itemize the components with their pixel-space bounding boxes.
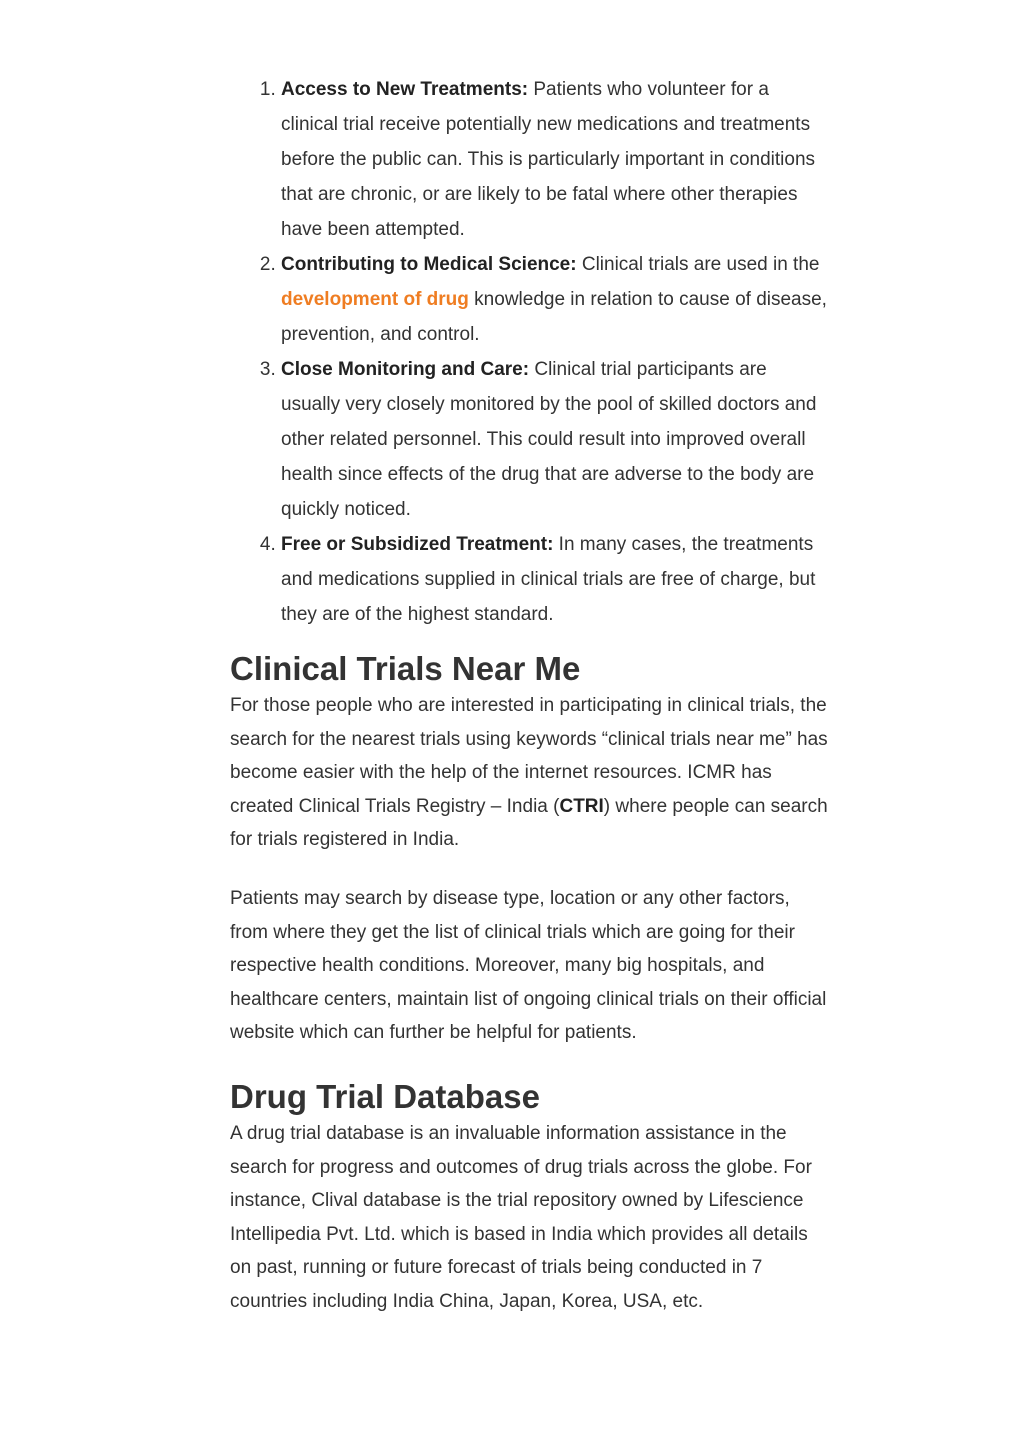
benefit-term: Free or Subsidized Treatment: xyxy=(281,534,554,555)
development-of-drug-link[interactable]: development of drug xyxy=(281,289,469,310)
benefit-text: knowledge in relation to cause of disease, prevention, and control. xyxy=(281,289,827,345)
paragraph: Patients may search by disease type, location or any other factors, from where they get the list of clinical trials which are going for their respective health conditions. Moreover, many big hospitals, and healthcare centers, maintain list of ongoing clinical trials on their official website which can further be helpful for patients. xyxy=(230,887,827,1044)
benefit-term: Contributing to Medical Science: xyxy=(281,254,577,275)
article-body xyxy=(230,72,830,1319)
benefit-text: In many cases, the treatments and medications supplied in clinical trials are free of charge, but they are of the highest standard. xyxy=(281,534,816,625)
benefit-term: Access to New Treatments: xyxy=(281,79,529,100)
paragraph-text: ) where people can search for trials registered in India. xyxy=(230,795,828,851)
benefit-text: Clinical trials are used in the xyxy=(576,254,820,275)
paragraph-text: For those people who are interested in participating in clinical trials, the search for the nearest trials using keywords “clinical trials near me” has become easier with the help of the internet resources. ICMR has created Clinical Trials Registry – India ( xyxy=(230,695,828,817)
list-item xyxy=(281,352,830,527)
paragraph xyxy=(230,689,830,857)
list-item xyxy=(281,72,830,247)
paragraph: A drug trial database is an invaluable information assistance in the search for progress and outcomes of drug trials across the globe. For instance, Clival database is the trial repository owned by Lifescience Intellipedia Pvt. Ltd. which is based in India which provides all details on past, running or future forecast of trials being conducted in 7 countries including India China, Japan, Korea, USA, etc. xyxy=(230,1122,812,1312)
benefit-text: Clinical trial participants are usually very closely monitored by the pool of skilled doctors and other related personnel. This could result into improved overall health since effects of the drug that are adverse to the body are quickly noticed. xyxy=(281,359,817,520)
list-item xyxy=(281,247,830,352)
ctri-abbreviation: CTRI xyxy=(559,795,604,817)
section-heading-near-me: Clinical Trials Near Me xyxy=(230,650,581,687)
benefits-list xyxy=(230,72,830,632)
section-heading-database: Drug Trial Database xyxy=(230,1077,540,1115)
benefit-text: Patients who volunteer for a clinical trial receive potentially new medications and treatments before the public can. This is particularly important in conditions that are chronic, or are likely to be fatal where other therapies have been attempted. xyxy=(281,79,816,240)
benefit-term: Close Monitoring and Care: xyxy=(281,359,530,380)
list-item xyxy=(281,527,830,632)
